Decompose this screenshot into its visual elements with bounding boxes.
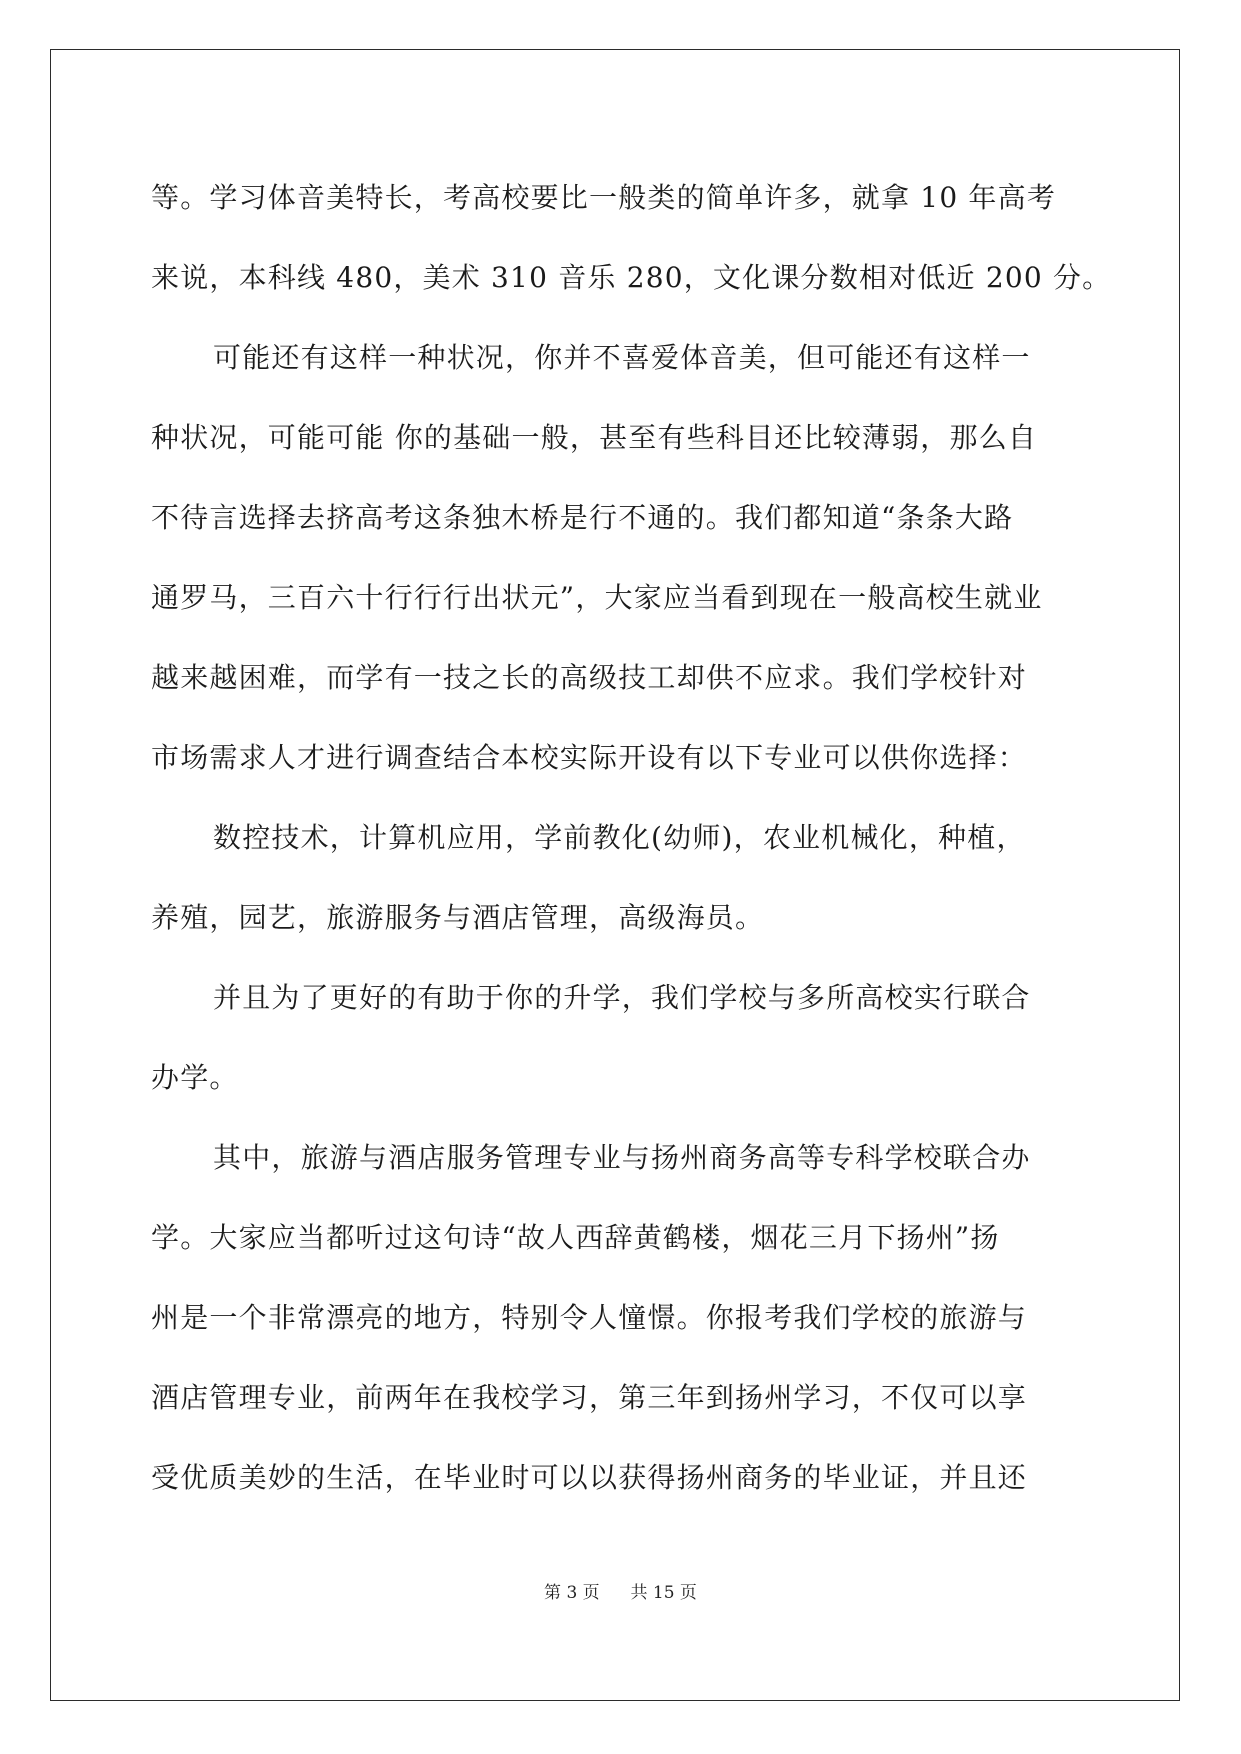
text-line: 州是一个非常漂亮的地方，特别令人憧憬。你报考我们学校的旅游与 <box>151 1301 1028 1334</box>
text-line: 受优质美妙的生活，在毕业时可以以获得扬州商务的毕业证，并且还 <box>151 1461 1028 1494</box>
page-number: 第 3 页 <box>544 1583 600 1603</box>
page-footer <box>0 1578 1241 1603</box>
text-line: 不待言选择去挤高考这条独木桥是行不通的。我们都知道“条条大路 <box>151 501 1014 534</box>
text-line: 通罗马，三百六十行行行出状元”，大家应当看到现在一般高校生就业 <box>151 581 1043 614</box>
text-line: 等。学习体音美特长，考高校要比一般类的简单许多，就拿 10 年高考 <box>151 181 1057 214</box>
text-line: 越来越困难，而学有一技之长的高级技工却供不应求。我们学校针对 <box>151 661 1028 694</box>
text-line: 学。大家应当都听过这句诗“故人西辞黄鹤楼，烟花三月下扬州”扬 <box>151 1221 1000 1254</box>
text-line: 酒店管理专业，前两年在我校学习，第三年到扬州学习，不仅可以享 <box>151 1381 1028 1414</box>
text-line: 并且为了更好的有助于你的升学，我们学校与多所高校实行联合 <box>213 981 1031 1014</box>
text-line: 办学。 <box>151 1061 239 1094</box>
text-line: 其中，旅游与酒店服务管理专业与扬州商务高等专科学校联合办 <box>213 1141 1031 1174</box>
text-line: 数控技术，计算机应用，学前教化(幼师)，农业机械化，种植， <box>213 821 1026 854</box>
text-line: 种状况，可能可能 你的基础一般，甚至有些科目还比较薄弱，那么自 <box>151 421 1038 454</box>
text-line: 来说，本科线 480，美术 310 音乐 280，文化课分数相对低近 200 分。 <box>151 261 1112 294</box>
text-line: 养殖，园艺，旅游服务与酒店管理，高级海员。 <box>151 901 765 934</box>
document-body <box>151 158 1112 1518</box>
text-line: 可能还有这样一种状况，你并不喜爱体音美，但可能还有这样一 <box>213 341 1031 374</box>
text-line: 市场需求人才进行调查结合本校实际开设有以下专业可以供你选择： <box>151 741 1028 774</box>
page-total: 共 15 页 <box>630 1583 697 1603</box>
